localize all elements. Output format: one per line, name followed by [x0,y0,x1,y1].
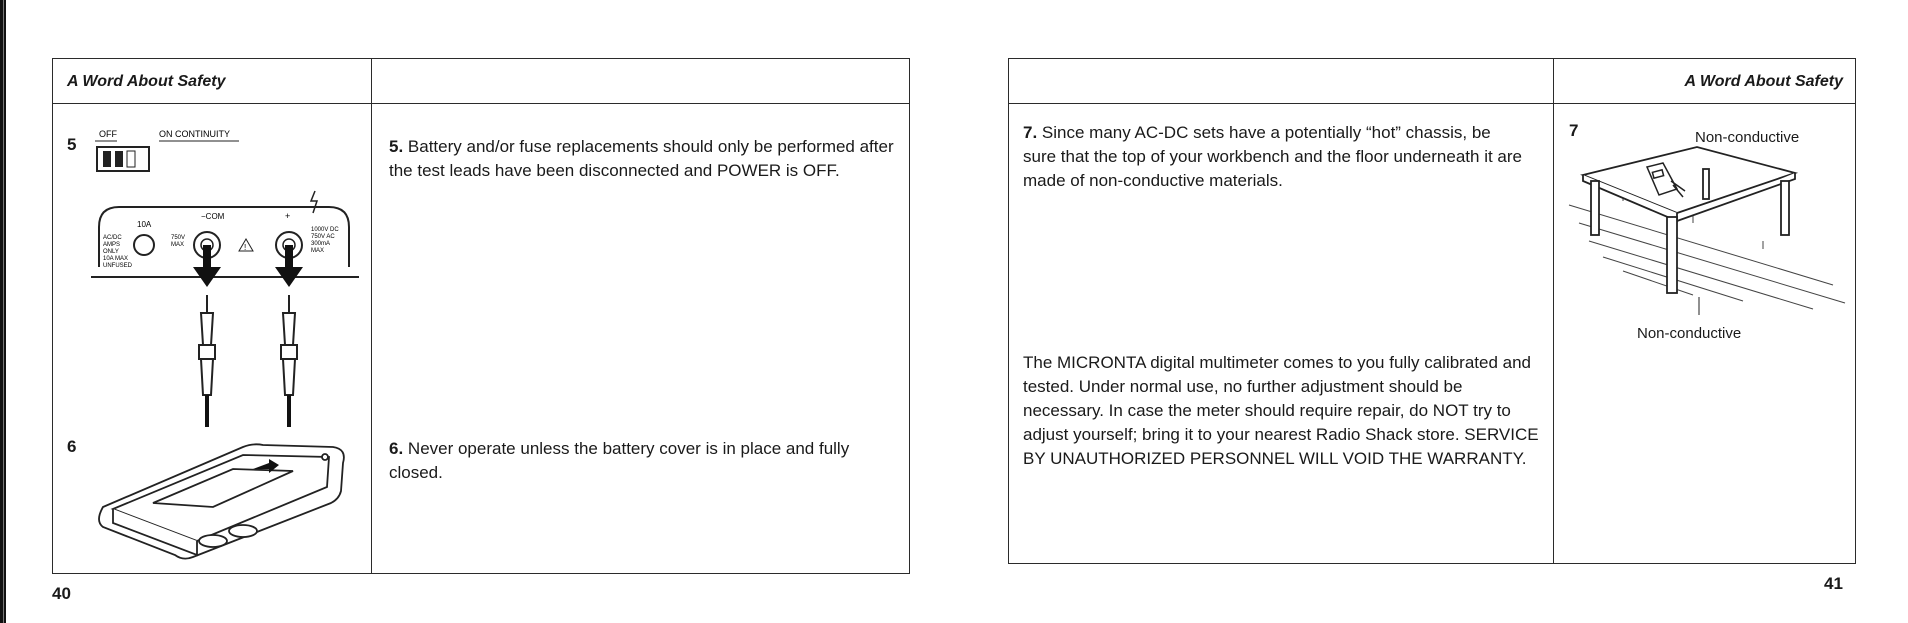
left-page-table [52,58,910,574]
switch-off-label: OFF [99,129,117,139]
step-5-text [389,135,894,183]
binding-edge [0,0,6,623]
figure-5-illustration [89,127,359,427]
column-divider [371,59,372,573]
label-non-conductive-top: Non-conductive [1695,129,1800,146]
com-rating: 750V MAX [171,235,186,248]
step-7-text [1023,121,1528,193]
figure-5-number: 5 [67,135,77,154]
header-divider [1009,103,1855,104]
label-non-conductive-bottom: Non-conductive [1637,325,1742,342]
figure-7-illustration [1563,145,1853,315]
step-7-number: 7. [1023,123,1038,142]
section-title: A Word About Safety [67,73,226,90]
right-page-table [1008,58,1856,564]
plus-rating: 1000V DC 750V AC 300mA MAX [311,227,339,254]
page-number-left: 40 [52,584,71,603]
figure-6-illustration [93,437,353,562]
calibration-note: The MICRONTA digital multimeter comes to you fully calibrated and tested. Under normal use, no further adjustment should be necessary. In case the meter should require repair, do NOT try to adjust yourself; bring it to your nearest Radio Shack store. SERVICE BY UNAUTHORIZED PERSONNEL WILL VOID THE WARRANTY. [1023,353,1539,468]
figure-6-number: 6 [67,437,77,456]
jack-10a-label: 10A [137,220,152,229]
page-number-right: 41 [1824,574,1843,593]
step-7-body: Since many AC-DC sets have a potentially “hot” chassis, be sure that the top of your workbench and the floor underneath it are made of non-conductive materials. [1023,123,1522,190]
column-divider [1553,59,1554,563]
jack-com-label: −COM [201,212,225,221]
step-5-number: 5. [389,137,404,156]
jack-10a-caption: AC/DC AMPS ONLY 10A MAX UNFUSED [103,235,133,269]
step-6-number: 6. [389,439,404,458]
svg-text:!: ! [244,243,247,252]
figure-7-number: 7 [1569,121,1579,140]
header-divider [53,103,909,104]
section-title: A Word About Safety [1684,73,1843,90]
jack-plus-label: + [285,211,291,221]
switch-on-label: ON CONTINUITY [159,129,230,139]
step-6-body: Never operate unless the battery cover is in place and fully closed. [389,439,850,482]
step-5-body: Battery and/or fuse replacements should only be performed after the test leads have been disconnected and POWER is OFF. [389,137,894,180]
step-6-text [389,437,894,485]
